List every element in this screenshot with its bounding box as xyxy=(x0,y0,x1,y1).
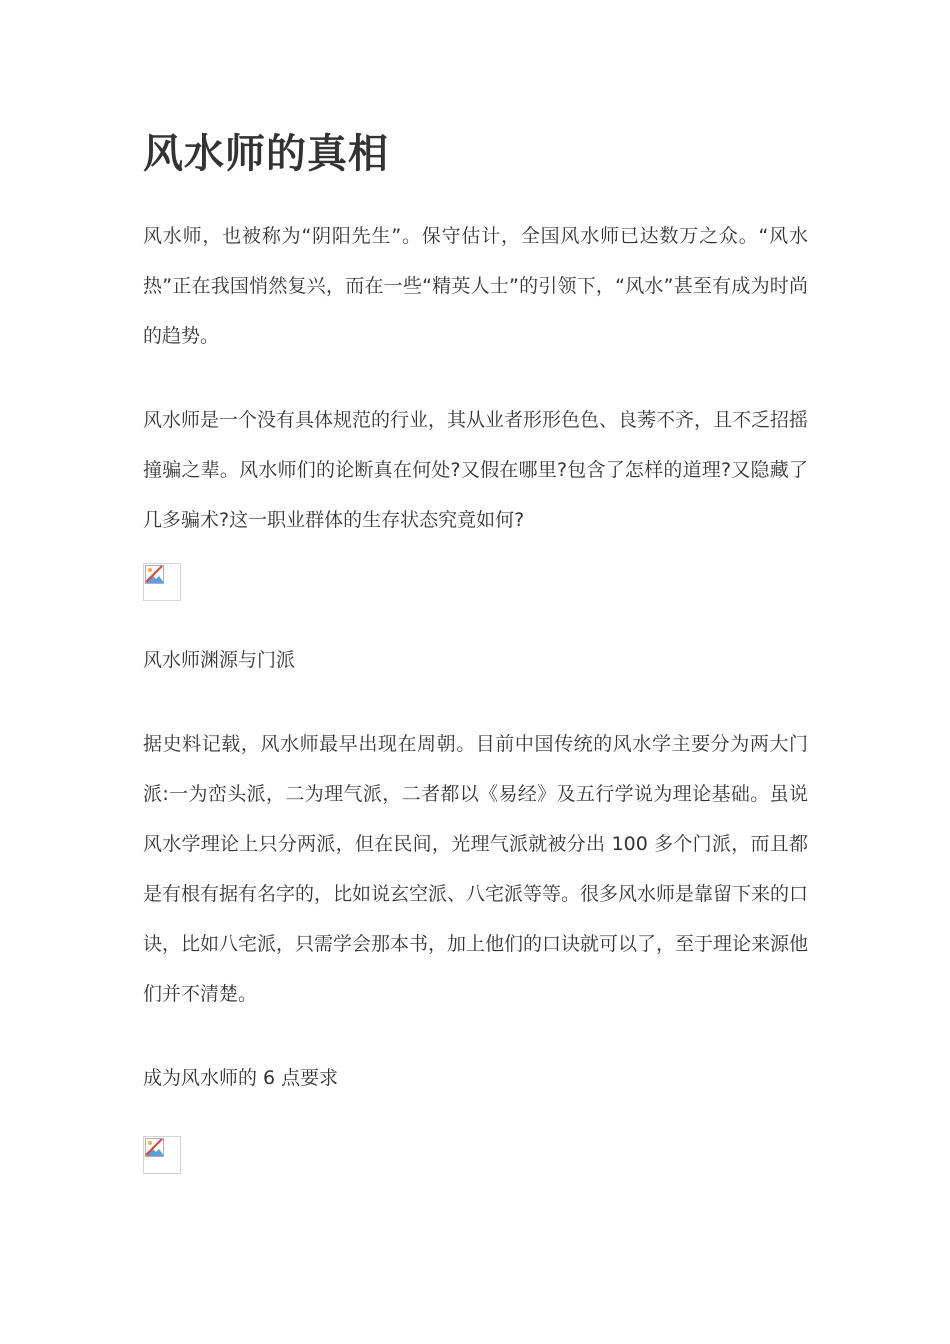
broken-image-icon xyxy=(145,1138,165,1158)
broken-image-icon xyxy=(145,565,165,585)
broken-image-placeholder xyxy=(143,1136,181,1174)
article-title: 风水师的真相 xyxy=(143,131,389,177)
history-paragraph: 据史料记载，风水师最早出现在周朝。目前中国传统的风水学主要分为两大门派:一为峦头派，二为理气派，二者都以《易经》及五行学说为理论基础。虽说风水学理论上只分两派，但在民间，光理气派就被分出 100 多个门派，而且都是有根有据有名字的，比如说玄空派、八宅派等等。很多风水师是靠留下来的口诀，比如八宅派，只需学会那本书，加上他们的口诀就可以了，至于理论来源他们并不清楚。 xyxy=(143,733,809,1005)
section-heading-requirements: 成为风水师的 6 点要求 xyxy=(143,1067,339,1089)
broken-image-placeholder xyxy=(143,563,181,601)
industry-paragraph: 风水师是一个没有具体规范的行业，其从业者形形色色、良莠不齐，且不乏招摇撞骗之辈。风水师们的论断真在何处?又假在哪里?包含了怎样的道理?又隐藏了几多骗术?这一职业群体的生存状态究竟如何? xyxy=(143,409,809,531)
section-heading-origins: 风水师渊源与门派 xyxy=(143,649,296,671)
intro-paragraph: 风水师，也被称为“阴阳先生”。保守估计，全国风水师已达数万之众。“风水热”正在我国悄然复兴，而在一些“精英人士”的引领下，“风水”甚至有成为时尚的趋势。 xyxy=(143,225,808,347)
